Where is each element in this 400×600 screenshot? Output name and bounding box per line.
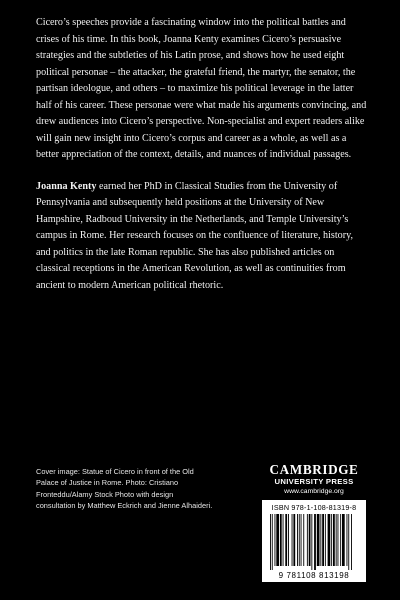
barcode-bar [283,514,284,566]
cover-image-credit: Cover image: Statue of Cicero in front of the Old Palace of Justice in Rome. Photo: Cristiano Fronteddu/Alamy Stock Photo with design consultation by Matthew Eckrich and Jienne Alhaideri. [36,467,213,510]
barcode-bar [347,514,348,566]
barcode-bar [299,514,300,566]
barcode-bar [338,514,339,566]
barcode-bar [275,514,276,566]
publisher-logo [262,463,366,496]
author-bio-text: earned her PhD in Classical Studies from the University of Pennsylvania and subsequently held positions at the University of New Hampshire, Radboud University in the Netherlands, and Temple University’s campus in Rome. Her research focuses on the confluence of literature, history, and politics in the late Roman republic. She has also published articles on classical receptions in the American Revolution, as well as continuities from ancient to modern American political rhetoric. [36,180,354,291]
isbn-barcode-box [262,500,366,582]
barcode-bar [333,514,335,566]
author-name: Joanna Kenty [36,180,97,192]
barcode-bar [331,514,332,566]
barcode-bar [292,514,293,566]
barcode-bar [272,514,273,570]
publisher-subtitle: UNIVERSITY PRESS [274,477,354,486]
barcode-bar [307,514,308,566]
barcode-bar [351,514,352,570]
barcode-bar [297,514,298,566]
barcode-bar [276,514,279,566]
publisher-url: www.cambridge.org [284,488,344,495]
barcode-bar [293,514,295,566]
barcode-bar [311,514,312,570]
barcode-bar [325,514,326,566]
barcode-bar [317,514,320,566]
barcode-bar [340,514,341,566]
barcode-bar [314,514,316,570]
barcode-bar [320,514,321,566]
description-paragraph: Cicero’s speeches provide a fascinating window into the political battles and crises of his time. In this book, Joanna Kenty examines Cicero’s persuasive strategies and the subtleties of his Latin prose, and shows how he used eight political personae – the attacker, the grateful friend, the martyr, the senator, the partisan ideologue, and others – to maximize his political leverage in the latter half of his career. These personae were what made his arguments convincing, and drew audiences into Cicero’s perspective. Non-specialist and expert readers alike will gain new insight into Cicero’s corpus and career as a whole, as well as a better appreciation of the context, details, and nuances of individual passages. [36,17,367,160]
barcode-bar [342,514,345,566]
barcode-bar [270,514,271,570]
barcode-bar [280,514,282,566]
barcode-bar [309,514,311,566]
barcode-bar [301,514,302,566]
author-bio-paragraph [36,179,368,295]
barcode-bar [288,514,289,566]
barcode-bar [336,514,337,566]
isbn-label: ISBN 978-1-108-81319-8 [271,503,357,512]
barcode-bar [348,514,349,570]
barcode-bar [322,514,324,566]
barcode-icon [268,514,360,570]
barcode-digits: 9 781108 813198 [278,571,350,580]
barcode-bar [303,514,304,566]
barcode-bar [328,514,331,566]
publisher-name: CAMBRIDGE [269,462,359,477]
barcode-bar [285,514,287,566]
back-cover-blurb [36,15,368,294]
